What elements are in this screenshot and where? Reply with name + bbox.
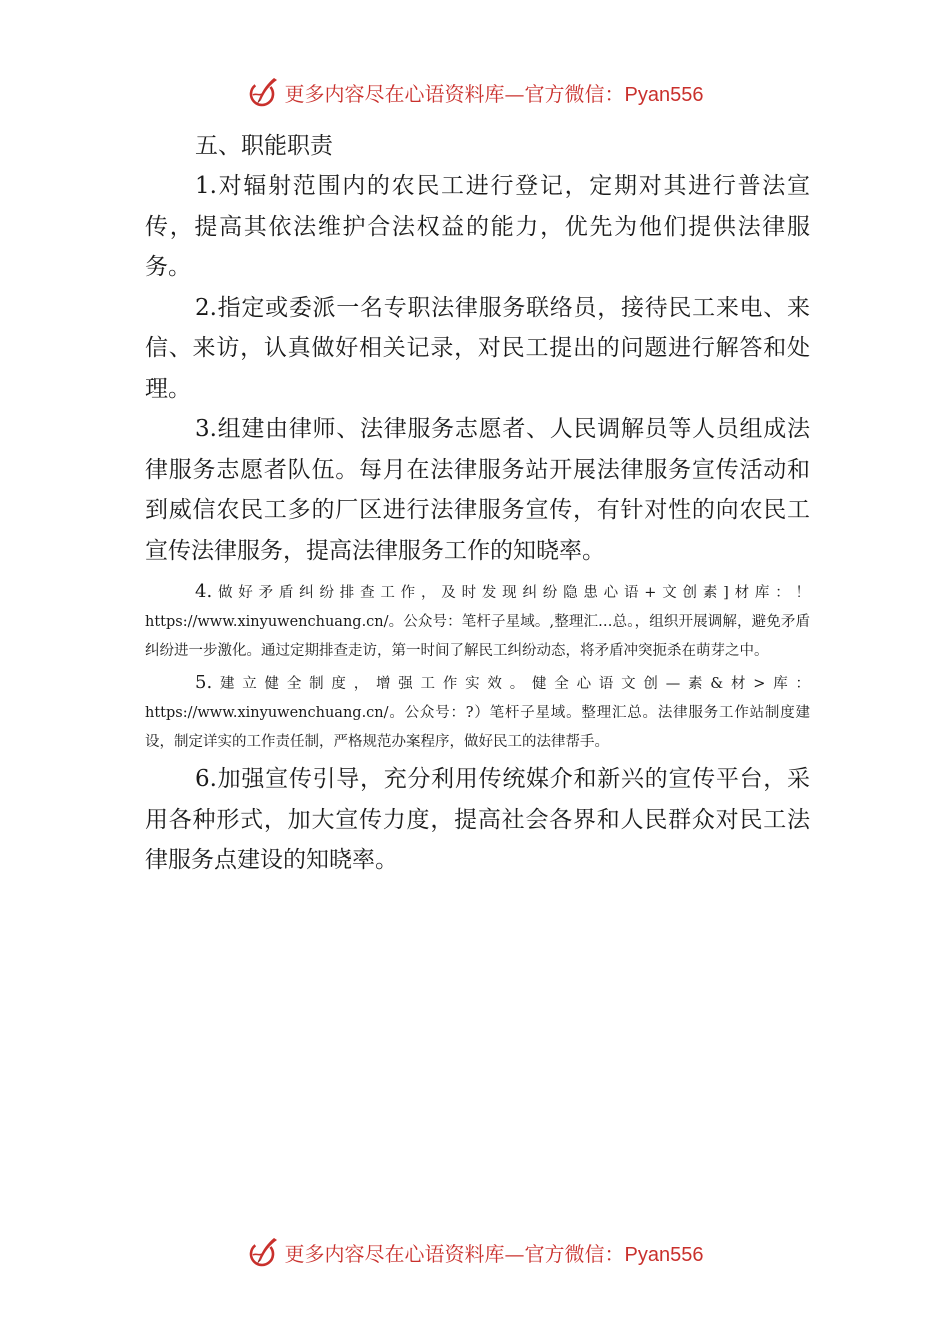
item-5-paragraph xyxy=(145,668,810,757)
quill-pen-logo-icon xyxy=(247,1235,281,1269)
banner-text xyxy=(285,1238,704,1267)
item-1-paragraph: 1.对辐射范围内的农民工进行登记，定期对其进行普法宣传，提高其依法维护合法权益的能力，优先为他们提供法律服务。 xyxy=(145,173,810,280)
banner-main-text: 更多内容尽在心语资料库—官方微信： xyxy=(284,1241,625,1266)
item-3-paragraph: 3.组建由律师、法律服务志愿者、人民调解员等人员组成法律服务志愿者队伍。每月在法律服务站开展法律服务宣传活动和到威信农民工多的厂区进行法律服务宣传，有针对性的向农民工宣传法律服务，提高法律服务工作的知晓率。 xyxy=(145,416,810,564)
banner-handle-text: Pyan556 xyxy=(624,1243,704,1266)
footer-banner xyxy=(0,1232,950,1272)
banner-text xyxy=(285,78,704,107)
item-4-text: 做好矛盾纠纷排查工作，及时发现纠纷隐患心语+文创素]材库：！https://www.xinyuwenchuang.cn/。公众号：笔杆子星域。,整理汇…总。，组织开展调解，避免矛盾纠纷进一步激化。通过定期排查走访，第一时间了解民工纠纷动态，将矛盾冲突扼杀在萌芽之中。 xyxy=(145,585,810,659)
section-title: 五、职能职责 xyxy=(195,133,333,159)
banner-handle-text: Pyan556 xyxy=(624,83,704,106)
item-6-paragraph: 6.加强宣传引导，充分利用传统媒介和新兴的宣传平台，采用各种形式，加大宣传力度，提高社会各界和人民群众对民工法律服务点建设的知晓率。 xyxy=(145,766,810,873)
item-4-number: 4. xyxy=(195,581,213,602)
item-2-paragraph: 2.指定或委派一名专职法律服务联络员，接待民工来电、来信、来访，认真做好相关记录，对民工提出的问题进行解答和处理。 xyxy=(145,294,810,402)
item-5-text: 建立健全制度，增强工作实效。健全心语文创—素&材>库：https://www.xinyuwenchuang.cn/。公众号：?）笔杆子星域。整理汇总。法律服务工作站制度建设，制定详实的工作责任制，严格规范办案程序，做好民工的法律帮手。 xyxy=(145,676,810,750)
item-5-number: 5. xyxy=(195,672,213,693)
document-body xyxy=(145,126,810,881)
item-4-paragraph xyxy=(145,577,810,666)
quill-pen-logo-icon xyxy=(247,75,281,109)
banner-main-text: 更多内容尽在心语资料库—官方微信： xyxy=(284,81,625,106)
header-banner xyxy=(0,72,950,112)
